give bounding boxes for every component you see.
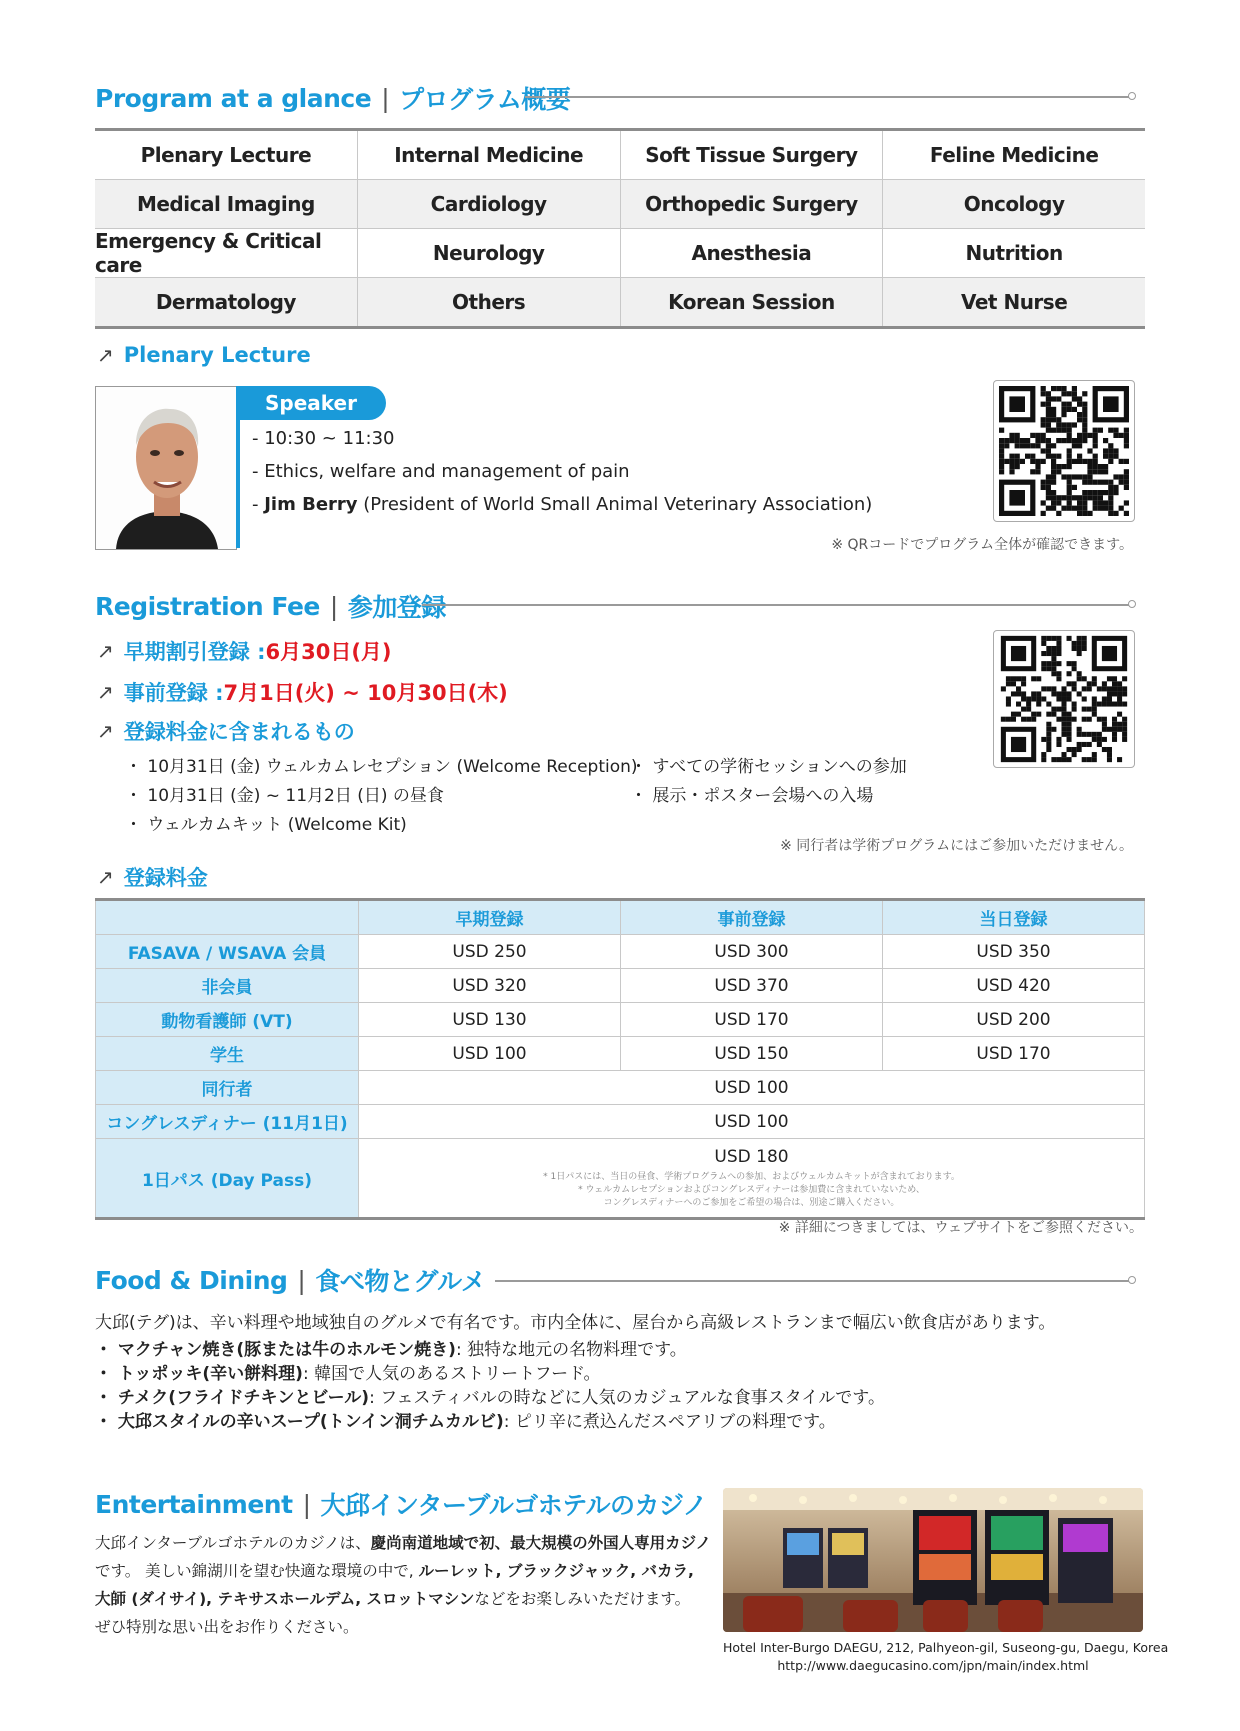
speaker-photo	[95, 386, 237, 550]
ent-text: などをお楽しみいただけます。	[474, 1590, 691, 1608]
program-grid-row	[95, 228, 1145, 277]
fee-cell: USD 170	[883, 1037, 1145, 1071]
fee-col-header: 事前登録	[621, 900, 883, 935]
lecture-speaker	[252, 494, 872, 515]
fee-cell: USD 300	[621, 935, 883, 969]
include-item: ・ ウェルカムキット (Welcome Kit)	[125, 815, 407, 835]
website-note: ※ 詳細につきましては、ウェブサイトをご参照ください。	[778, 1220, 1143, 1236]
program-track: Soft Tissue Surgery	[620, 131, 883, 179]
qr-code-icon	[994, 381, 1134, 521]
fee-table	[95, 898, 1145, 1220]
program-track: Vet Nurse	[882, 278, 1145, 326]
arrow-icon: ↗	[97, 680, 114, 704]
food-item-desc: : フェスティバルの時などに人気のカジュアルな食事スタイルです。	[369, 1388, 885, 1408]
section-rule	[495, 1280, 1130, 1282]
food-item-desc: : ピリ辛に煮込んだスペアリブの料理です。	[503, 1412, 836, 1432]
program-title-en: Program at a glance	[95, 83, 372, 113]
entertainment-section-title	[95, 1486, 707, 1522]
program-section-title	[95, 80, 570, 116]
fee-cell: USD 420	[883, 969, 1145, 1003]
section-rule-end-dot	[1128, 92, 1136, 100]
fee-cell: USD 170	[621, 1003, 883, 1037]
casino-address: Hotel Inter-Burgo DAEGU, 212, Palhyeon-gil, Suseong-gu, Daegu, Korea	[723, 1640, 1169, 1655]
fee-cell: USD 320	[359, 969, 621, 1003]
fee-cell-daypass	[359, 1139, 1145, 1219]
daypass-note: * 1日パスには、当日の昼食、学術プログラムへの参加、およびウェルカムキットが含まれております。	[543, 1171, 960, 1182]
program-track: Internal Medicine	[357, 131, 620, 179]
fee-cell: USD 100	[359, 1037, 621, 1071]
section-rule	[422, 604, 1130, 606]
title-separator: |	[381, 83, 390, 113]
fee-row-label: コングレスディナー (11月1日)	[96, 1105, 359, 1139]
food-item-desc: : 韓国で人気のあるストリートフード。	[302, 1364, 601, 1384]
speaker-accent-bar	[236, 420, 240, 548]
title-separator: |	[329, 591, 338, 621]
pre-date: 7月1日(火) ~ 10月30日(木)	[223, 681, 508, 705]
ent-text: です。 美しい錦湖川を望む快適な環境の中で,	[95, 1562, 419, 1580]
entertainment-title-en: Entertainment	[95, 1489, 293, 1519]
program-grid-row	[95, 131, 1145, 179]
section-rule-end-dot	[1128, 600, 1136, 608]
food-section-title	[95, 1262, 485, 1298]
registration-title-en: Registration Fee	[95, 591, 320, 621]
fee-heading	[97, 862, 208, 892]
casino-photo	[723, 1488, 1143, 1632]
fee-row-label: 非会員	[96, 969, 359, 1003]
food-title-en: Food & Dining	[95, 1265, 288, 1295]
fee-corner-cell	[96, 900, 359, 935]
speaker-name: Jim Berry	[264, 494, 358, 515]
speaker-portrait-image	[96, 387, 236, 549]
program-track: Dermatology	[155, 290, 296, 314]
arrow-icon: ↗	[97, 343, 114, 367]
registration-title-jp: 参加登録	[347, 593, 446, 622]
program-track: Neurology	[357, 229, 620, 277]
daypass-note: コングレスディナーへのご参加をご希望の場合は、別途ご購入ください。	[603, 1197, 900, 1208]
entertainment-title-jp: 大邱インターブルゴホテルのカジノ	[320, 1491, 708, 1520]
fee-table-header-row	[96, 900, 1145, 935]
speaker-tab: Speaker	[236, 386, 386, 420]
fee-cell: USD 350	[883, 935, 1145, 969]
arrow-icon: ↗	[97, 865, 114, 889]
food-item	[95, 1335, 687, 1360]
daypass-note: * ウェルカムレセプションおよびコングレスディナーは参加費に含まれていないため、	[578, 1184, 925, 1195]
fee-heading-text: 登録料金	[123, 866, 208, 890]
program-track: Korean Session	[620, 278, 883, 326]
speaker-role: (President of World Small Animal Veterinary Association)	[357, 494, 873, 515]
section-rule-end-dot	[1128, 1276, 1136, 1284]
food-item	[95, 1407, 836, 1432]
include-item: ・ 10月31日 (金) ウェルカムレセプション (Welcome Reception)	[125, 757, 638, 777]
program-grid	[95, 128, 1145, 329]
includes-heading	[97, 716, 355, 746]
fee-cell: USD 130	[359, 1003, 621, 1037]
fee-cell: USD 100	[359, 1071, 1145, 1105]
qr-note: ※ QRコードでプログラム全体が確認できます。	[831, 537, 1133, 553]
pre-label: 事前登録 :	[123, 681, 224, 705]
fee-cell: USD 250	[359, 935, 621, 969]
plenary-heading	[97, 343, 311, 367]
plenary-heading-text: Plenary Lecture	[123, 343, 311, 367]
program-grid-row	[95, 179, 1145, 228]
table-row	[96, 935, 1145, 969]
arrow-icon: ↗	[97, 639, 114, 663]
speaker-prefix: -	[252, 494, 265, 515]
entertainment-line	[95, 1558, 694, 1585]
program-track: Medical Imaging	[136, 192, 315, 216]
program-track: Emergency & Critical care	[95, 229, 322, 277]
pre-registration	[97, 677, 508, 707]
include-item: ・ すべての学術セッションへの参加	[630, 757, 907, 777]
program-track: Orthopedic Surgery	[620, 180, 883, 228]
table-row	[96, 1003, 1145, 1037]
entertainment-line	[95, 1530, 711, 1557]
fee-row-label: 学生	[96, 1037, 359, 1071]
program-track: Anesthesia	[620, 229, 883, 277]
fee-col-header: 早期登録	[359, 900, 621, 935]
early-registration	[97, 636, 392, 666]
lecture-topic: - Ethics, welfare and management of pain	[252, 461, 630, 482]
title-separator: |	[297, 1265, 306, 1295]
table-row	[96, 1071, 1145, 1105]
program-track: Oncology	[882, 180, 1145, 228]
early-label: 早期割引登録 :	[123, 640, 266, 664]
includes-heading-text: 登録料金に含まれるもの	[123, 720, 355, 744]
table-row	[96, 969, 1145, 1003]
daypass-fee: USD 180	[714, 1146, 789, 1167]
companion-note: ※ 同行者は学術プログラムにはご参加いただけません。	[780, 838, 1133, 854]
program-track: Plenary Lecture	[140, 143, 312, 167]
ent-text-bold: ルーレット, ブラックジャック, バカラ,	[418, 1562, 694, 1580]
registration-section-title	[95, 588, 446, 624]
program-qr-code[interactable]	[993, 380, 1135, 522]
fee-row-label: 同行者	[96, 1071, 359, 1105]
program-track: Feline Medicine	[882, 131, 1145, 179]
table-row	[96, 1037, 1145, 1071]
fee-cell: USD 100	[359, 1105, 1145, 1139]
entertainment-line	[95, 1586, 690, 1613]
food-title-jp: 食べ物とグルメ	[315, 1267, 486, 1296]
food-item	[95, 1359, 601, 1384]
casino-url-link[interactable]: http://www.daegucasino.com/jpn/main/index.html	[777, 1658, 1089, 1673]
lecture-time: - 10:30 ~ 11:30	[252, 428, 395, 449]
ent-text-bold: 慶尚南道地域で初、最大規模の外国人専用カジノ	[370, 1534, 711, 1552]
fee-cell: USD 370	[621, 969, 883, 1003]
include-item: ・ 10月31日 (金) ~ 11月2日 (日) の昼食	[125, 786, 444, 806]
food-item-desc: : 独特な地元の名物料理です。	[455, 1340, 687, 1360]
table-row	[96, 1139, 1145, 1219]
food-item-name: ・ マクチャン焼き(豚または牛のホルモン焼き)	[95, 1340, 456, 1360]
fee-cell: USD 200	[883, 1003, 1145, 1037]
food-item-name: ・ トッポッキ(辛い餅料理)	[95, 1364, 303, 1384]
arrow-icon: ↗	[97, 719, 114, 743]
fee-row-label: FASAVA / WSAVA 会員	[96, 935, 359, 969]
ent-text: 大邱インターブルゴホテルのカジノは、	[95, 1534, 371, 1552]
registration-qr-code[interactable]	[993, 630, 1135, 768]
program-track: Cardiology	[357, 180, 620, 228]
food-intro: 大邱(テグ)は、辛い料理や地域独自のグルメで有名です。市内全体に、屋台から高級レストランまで幅広い飲食店があります。	[95, 1313, 1056, 1333]
fee-row-label: 1日パス (Day Pass)	[96, 1139, 359, 1219]
program-track: Others	[357, 278, 620, 326]
program-track: Nutrition	[882, 229, 1145, 277]
early-date: 6月30日(月)	[265, 640, 392, 664]
fee-row-label: 動物看護師 (VT)	[96, 1003, 359, 1037]
fee-cell: USD 150	[621, 1037, 883, 1071]
program-title-jp: プログラム概要	[399, 85, 571, 114]
qr-code-icon	[994, 631, 1134, 767]
food-item-name: ・ 大邱スタイルの辛いスープ(トンイン洞チムカルビ)	[95, 1412, 504, 1432]
table-row	[96, 1105, 1145, 1139]
entertainment-line	[95, 1614, 359, 1641]
ent-text: ぜひ特別な思い出をお作りください。	[95, 1618, 359, 1636]
food-item	[95, 1383, 885, 1408]
section-rule	[525, 96, 1130, 98]
title-separator: |	[302, 1489, 311, 1519]
casino-interior-image	[723, 1488, 1143, 1632]
program-grid-row	[95, 277, 1145, 326]
include-item: ・ 展示・ポスター会場への入場	[630, 786, 874, 806]
fee-col-header: 当日登録	[883, 900, 1145, 935]
food-item-name: ・ チメク(フライドチキンとビール)	[95, 1388, 370, 1408]
ent-text-bold: 大師 (ダイサイ), テキサスホールデム, スロットマシン	[95, 1590, 475, 1608]
